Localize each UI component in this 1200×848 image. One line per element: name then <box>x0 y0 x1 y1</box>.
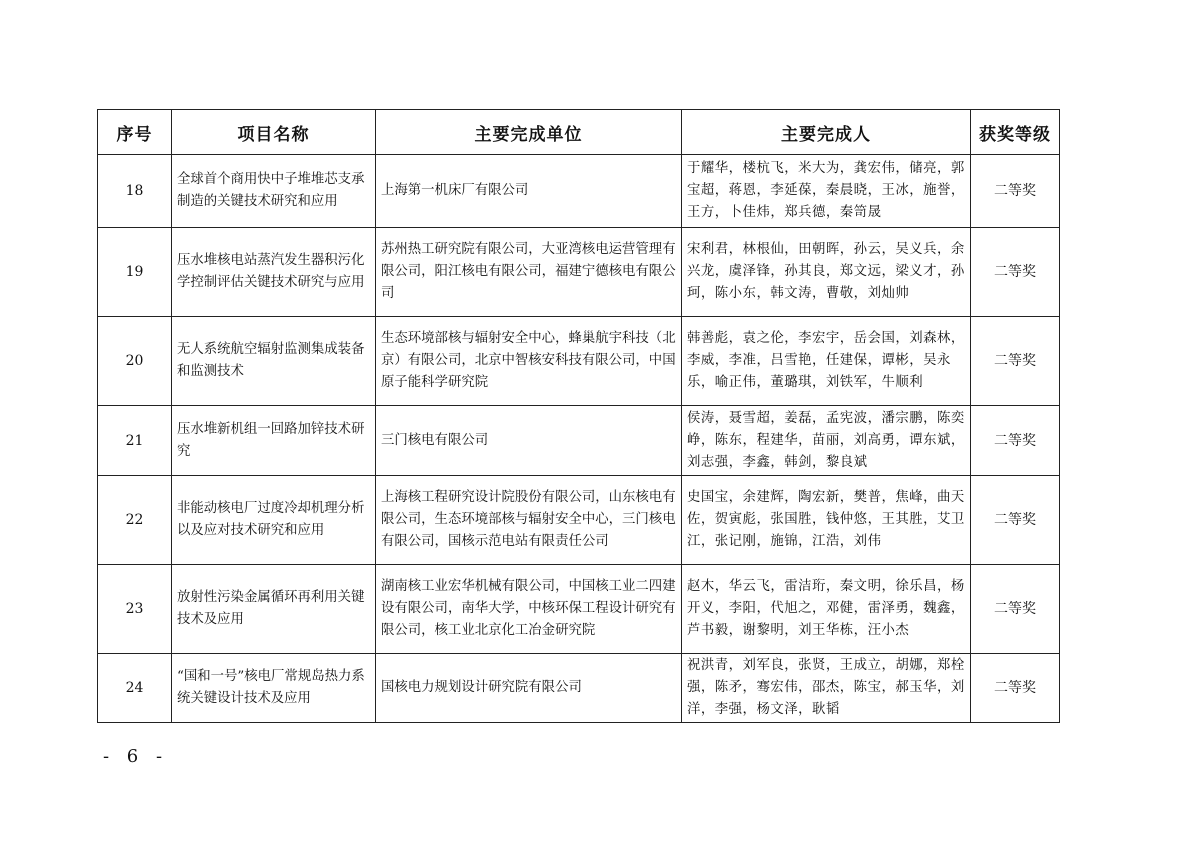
cell-main-units: 三门核电有限公司 <box>376 406 682 476</box>
cell-award-grade: 二等奖 <box>971 228 1060 317</box>
table-row <box>98 228 1060 317</box>
table-row <box>98 155 1060 228</box>
awards-table <box>97 109 1060 723</box>
cell-serial-number: 18 <box>98 155 172 228</box>
header-main-people: 主要完成人 <box>682 110 971 155</box>
cell-main-units: 生态环境部核与辐射安全中心，蜂巢航宇科技（北京）有限公司，北京中智核安科技有限公司，中国原子能科学研究院 <box>376 317 682 406</box>
cell-main-people: 史国宝，余建辉，陶宏新，樊普，焦峰，曲天佐，贺寅彪，张国胜，钱仲悠，王其胜，艾卫江，张记刚，施锦，江浩，刘伟 <box>682 476 971 565</box>
cell-award-grade: 二等奖 <box>971 406 1060 476</box>
table-row <box>98 654 1060 723</box>
cell-main-people: 宋利君，林根仙，田朝晖，孙云，吴义兵，余兴龙，虞泽锋，孙其良，郑文远，梁义才，孙珂，陈小东，韩文涛，曹敬，刘灿帅 <box>682 228 971 317</box>
cell-serial-number: 21 <box>98 406 172 476</box>
cell-main-people: 赵木，华云飞，雷洁珩，秦文明，徐乐昌，杨开义，李阳，代旭之，邓健，雷泽勇，魏鑫，芦书毅，谢黎明，刘王华栋，汪小杰 <box>682 565 971 654</box>
page-number: - 6 - <box>103 746 169 767</box>
cell-project-name: 无人系统航空辐射监测集成装备和监测技术 <box>172 317 376 406</box>
table-row <box>98 317 1060 406</box>
cell-award-grade: 二等奖 <box>971 654 1060 723</box>
cell-main-people: 于耀华，楼杭飞，米大为，龚宏伟，储亮，郭宝超，蒋恩，李延葆，秦晨晓，王冰，施誉，王方，卜佳炜，郑兵德，秦笥晟 <box>682 155 971 228</box>
cell-main-people: 祝洪青，刘军良，张贤，王成立，胡娜，郑栓强，陈矛，骞宏伟，邵杰，陈宝，郝玉华，刘洋，李强，杨文泽，耿韬 <box>682 654 971 723</box>
header-award-grade: 获奖等级 <box>971 110 1060 155</box>
cell-award-grade: 二等奖 <box>971 317 1060 406</box>
cell-award-grade: 二等奖 <box>971 155 1060 228</box>
cell-project-name: 非能动核电厂过度冷却机理分析以及应对技术研究和应用 <box>172 476 376 565</box>
cell-project-name: 压水堆核电站蒸汽发生器积污化学控制评估关键技术研究与应用 <box>172 228 376 317</box>
header-main-units: 主要完成单位 <box>376 110 682 155</box>
cell-main-units: 国核电力规划设计研究院有限公司 <box>376 654 682 723</box>
cell-project-name: 压水堆新机组一回路加锌技术研究 <box>172 406 376 476</box>
cell-project-name: “国和一号”核电厂常规岛热力系统关键设计技术及应用 <box>172 654 376 723</box>
cell-serial-number: 23 <box>98 565 172 654</box>
cell-serial-number: 20 <box>98 317 172 406</box>
cell-project-name: 全球首个商用快中子堆堆芯支承制造的关键技术研究和应用 <box>172 155 376 228</box>
cell-main-people: 韩善彪，袁之伦，李宏宇，岳会国，刘森林，李威，李准，吕雪艳，任建保，谭彬，吴永乐，喻正伟，董璐琪，刘铁军，牛顺利 <box>682 317 971 406</box>
cell-serial-number: 19 <box>98 228 172 317</box>
cell-serial-number: 22 <box>98 476 172 565</box>
cell-serial-number: 24 <box>98 654 172 723</box>
cell-main-units: 苏州热工研究院有限公司，大亚湾核电运营管理有限公司，阳江核电有限公司，福建宁德核电有限公司 <box>376 228 682 317</box>
cell-project-name: 放射性污染金属循环再利用关键技术及应用 <box>172 565 376 654</box>
cell-main-units: 上海核工程研究设计院股份有限公司，山东核电有限公司，生态环境部核与辐射安全中心，三门核电有限公司，国核示范电站有限责任公司 <box>376 476 682 565</box>
cell-main-units: 上海第一机床厂有限公司 <box>376 155 682 228</box>
table-row <box>98 406 1060 476</box>
cell-award-grade: 二等奖 <box>971 476 1060 565</box>
table-row <box>98 476 1060 565</box>
table-row <box>98 565 1060 654</box>
table-header-row <box>98 110 1060 155</box>
header-serial-number: 序号 <box>98 110 172 155</box>
cell-main-units: 湖南核工业宏华机械有限公司，中国核工业二四建设有限公司，南华大学，中核环保工程设计研究有限公司，核工业北京化工冶金研究院 <box>376 565 682 654</box>
cell-main-people: 侯涛，聂雪超，姜磊，孟宪波，潘宗鹏，陈奕峥，陈东，程建华，苗丽，刘高勇，谭东斌，刘志强，李鑫，韩剑，黎良斌 <box>682 406 971 476</box>
cell-award-grade: 二等奖 <box>971 565 1060 654</box>
header-project-name: 项目名称 <box>172 110 376 155</box>
